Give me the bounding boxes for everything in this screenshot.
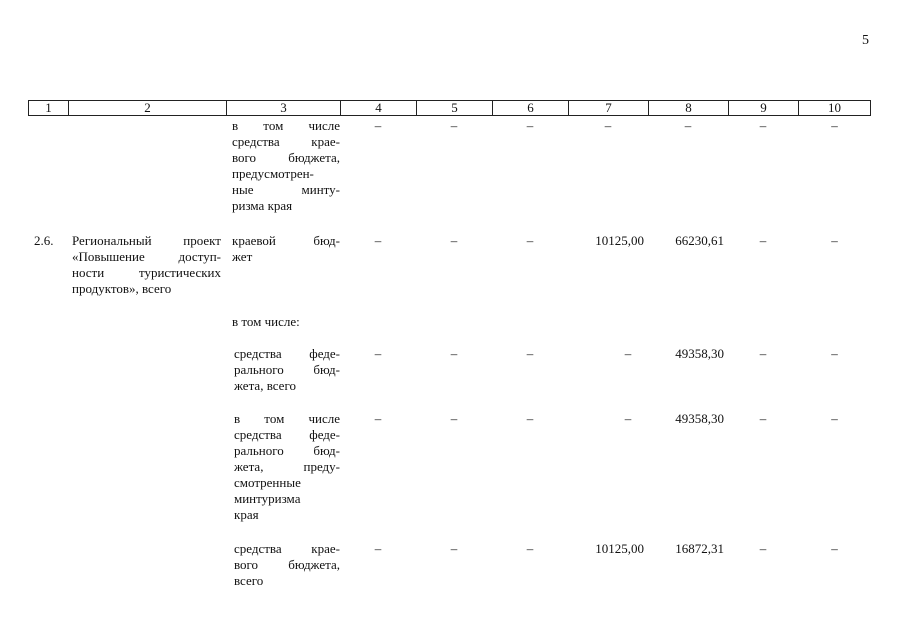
value-cell-4: –	[374, 233, 382, 248]
value-cell-8: 49358,30	[675, 346, 724, 361]
text-line: рального бюд-	[234, 443, 340, 458]
funding-source-cell	[226, 411, 340, 523]
text-line: ности туристических	[72, 265, 221, 280]
text-line: жета, преду-	[234, 459, 340, 474]
funding-source-cell	[226, 314, 356, 330]
text-line: средства крае-	[234, 541, 340, 556]
text-line: смотренные	[234, 475, 301, 490]
text-line: средства феде-	[234, 346, 340, 361]
funding-source-cell	[226, 346, 340, 394]
value-cell-6: –	[526, 118, 534, 133]
header-cell-9: 9	[729, 101, 799, 115]
header-cell-2: 2	[69, 101, 227, 115]
text-line: предусмотрен-	[232, 166, 314, 181]
value-cell-10: –	[831, 233, 838, 248]
value-cell-8: 16872,31	[675, 541, 724, 556]
value-cell-5: –	[450, 411, 458, 426]
text-line: жет	[232, 249, 253, 264]
row-number-cell: 2.6.	[34, 233, 54, 248]
value-cell-7: –	[604, 118, 612, 133]
text-line: вого бюджета,	[234, 557, 340, 572]
value-cell-10: –	[831, 411, 838, 426]
value-cell-5: –	[450, 118, 458, 133]
value-cell-5: –	[450, 233, 458, 248]
text-line: средства феде-	[234, 427, 340, 442]
value-cell-4: –	[374, 346, 382, 361]
header-cell-1: 1	[29, 101, 69, 115]
value-cell-10: –	[831, 118, 838, 133]
value-cell-4: –	[374, 411, 382, 426]
text-line: в том числе	[232, 118, 340, 133]
value-cell-9: –	[759, 346, 767, 361]
funding-source-cell	[226, 541, 340, 589]
value-cell-6: –	[526, 346, 534, 361]
funding-source-cell	[226, 233, 340, 265]
value-cell-4: –	[374, 118, 382, 133]
text-line: ные минту-	[232, 182, 340, 197]
value-cell-9: –	[759, 411, 767, 426]
value-cell-5: –	[450, 346, 458, 361]
header-cell-5: 5	[417, 101, 493, 115]
text-line: вого бюджета,	[232, 150, 340, 165]
text-line: продуктов», всего	[72, 281, 172, 296]
value-cell-9: –	[759, 233, 767, 248]
project-name-cell	[68, 233, 226, 297]
value-cell-7: 10125,00	[595, 541, 644, 556]
text-line: жета, всего	[234, 378, 296, 393]
text-line: ризма края	[232, 198, 293, 213]
text-line: минтуризма	[234, 491, 301, 506]
text-line: всего	[234, 573, 264, 588]
text-line: Региональный проект	[72, 233, 221, 248]
value-cell-4: –	[374, 541, 382, 556]
text-line: «Повышение доступ-	[72, 249, 221, 264]
text-line: рального бюд-	[234, 362, 340, 377]
header-cell-4: 4	[341, 101, 417, 115]
header-cell-8: 8	[649, 101, 729, 115]
text-line: средства крае-	[232, 134, 340, 149]
value-cell-6: –	[526, 411, 534, 426]
header-cell-10: 10	[828, 100, 841, 115]
value-cell-10: –	[831, 346, 838, 361]
header-cell-6: 6	[493, 101, 569, 115]
value-cell-8: 49358,30	[675, 411, 724, 426]
header-cell-7: 7	[569, 101, 649, 115]
text-line: в том числе	[234, 411, 340, 426]
value-cell-7: –	[624, 346, 632, 361]
value-cell-6: –	[526, 541, 534, 556]
text-line: краевой бюд-	[232, 233, 340, 248]
value-cell-8: 66230,61	[675, 233, 724, 248]
text-line: края	[234, 507, 259, 522]
table-header-row	[28, 100, 871, 116]
text-line: в том числе:	[232, 314, 300, 329]
value-cell-9: –	[759, 541, 767, 556]
value-cell-10: –	[831, 541, 838, 556]
page-number: 5	[862, 33, 869, 48]
value-cell-8: –	[684, 118, 692, 133]
funding-source-cell	[226, 118, 340, 214]
value-cell-9: –	[759, 118, 767, 133]
value-cell-7: 10125,00	[595, 233, 644, 248]
value-cell-5: –	[450, 541, 458, 556]
header-cell-3: 3	[227, 101, 341, 115]
value-cell-6: –	[526, 233, 534, 248]
value-cell-7: –	[624, 411, 632, 426]
